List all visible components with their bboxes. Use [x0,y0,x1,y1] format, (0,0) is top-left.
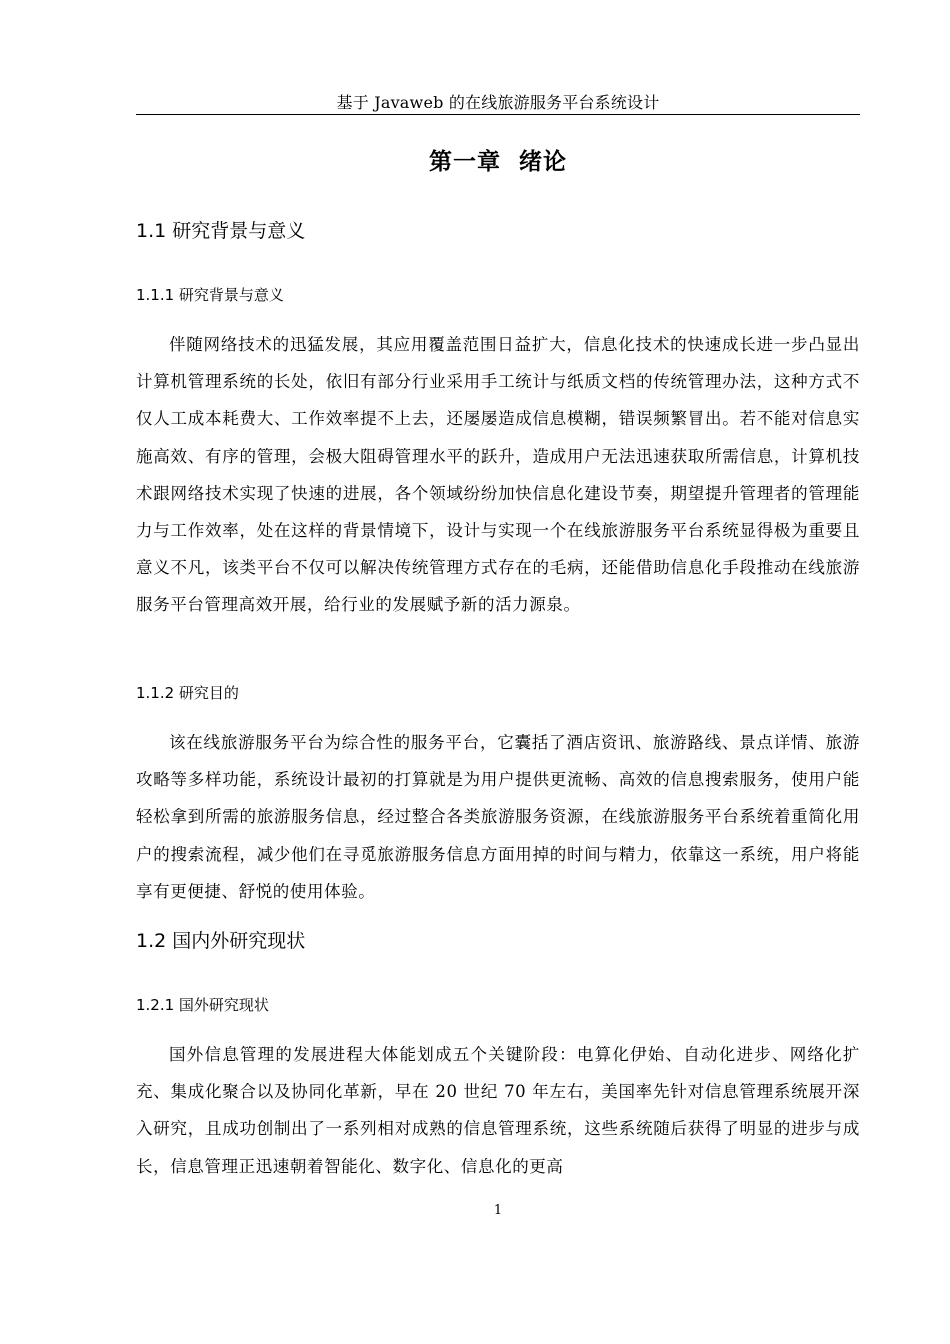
paragraph-foreign-research: 国外信息管理的发展进程大体能划成五个关键阶段：电算化伊始、自动化进步、网络化扩充、集成化聚合以及协同化革新，早在 20 世纪 70 年左右，美国率先针对信息管理系统展开深入研究，且成功创制出了一系列相对成熟的信息管理系统，这些系统随后获得了明显的进步与成长，信息管理正迅速朝着智能化、数字化、信息化的更高 [136,1045,860,1176]
subsection-heading-1-1-2: 1.1.2 研究目的 [136,684,239,702]
paragraph-purpose: 该在线旅游服务平台为综合性的服务平台，它囊括了酒店资讯、旅游路线、景点详情、旅游攻略等多样功能，系统设计最初的打算就是为用户提供更流畅、高效的信息搜索服务，使用户能轻松拿到所需的旅游服务信息，经过整合各类旅游服务资源，在线旅游服务平台系统着重简化用户的搜索流程，减少他们在寻觅旅游服务信息方面用掉的时间与精力，依靠这一系统，用户将能享有更便捷、舒悦的使用体验。 [136,733,860,901]
running-header: 基于 Javaweb 的在线旅游服务平台系统设计 [336,93,660,112]
section-heading-1-1: 1.1 研究背景与意义 [136,220,306,242]
subsection-heading-1-1-1: 1.1.1 研究背景与意义 [136,286,284,304]
chapter-title: 第一章 绪论 [428,149,567,175]
paragraph-background: 伴随网络技术的迅猛发展，其应用覆盖范围日益扩大，信息化技术的快速成长进一步凸显出计算机管理系统的长处，依旧有部分行业采用手工统计与纸质文档的传统管理办法，这种方式不仅人工成本耗费大、工作效率提不上去，还屡屡造成信息模糊，错误频繁冒出。若不能对信息实施高效、有序的管理，会极大阻碍管理水平的跃升，造成用户无法迅速获取所需信息，计算机技术跟网络技术实现了快速的进展，各个领域纷纷加快信息化建设节奏，期望提升管理者的管理能力与工作效率，处在这样的背景情境下，设计与实现一个在线旅游服务平台系统显得极为重要且意义不凡，该类平台不仅可以解决传统管理方式存在的毛病，还能借助信息化手段推动在线旅游服务平台管理高效开展，给行业的发展赋予新的活力源泉。 [136,335,860,615]
page-number: 1 [493,1203,503,1218]
section-heading-1-2: 1.2 国内外研究现状 [136,930,306,952]
subsection-heading-1-2-1: 1.2.1 国外研究现状 [136,996,269,1014]
header-divider [136,114,860,115]
